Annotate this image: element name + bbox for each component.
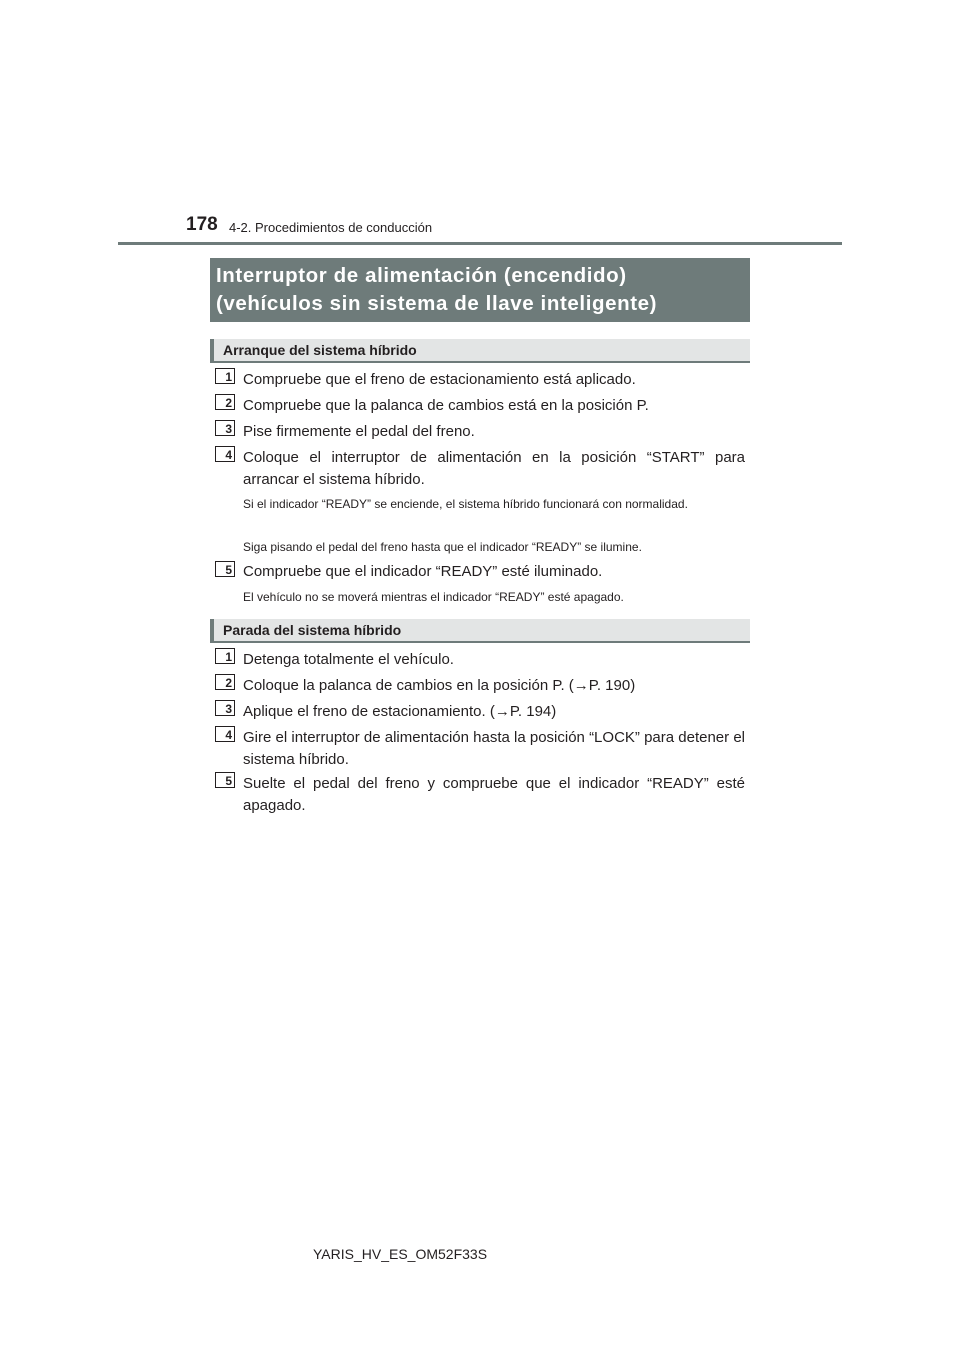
step-note: Si el indicador “READY” se enciende, el sistema híbrido funcionará con normalidad. [243, 497, 688, 511]
step-note: Siga pisando el pedal del freno hasta que el indicador “READY” se ilumine. [243, 540, 642, 554]
step-text: Pise firmemente el pedal del freno. [243, 423, 475, 440]
subheading-start-label: Arranque del sistema híbrido [223, 342, 417, 358]
chapter-title: 4-2. Procedimientos de conducción [229, 220, 433, 235]
footer-code: YARIS_HV_ES_OM52F33S [313, 1246, 488, 1262]
step-note: El vehículo no se moverá mientras el indicador “READY” esté apagado. [243, 590, 624, 604]
step-text: Compruebe que el freno de estacionamiento está aplicado. [243, 371, 636, 388]
step-badge: 4 [215, 726, 235, 742]
step-text: Compruebe que la palanca de cambios está en la posición P. [243, 397, 649, 414]
page-number: 178 [186, 214, 218, 235]
step-text: Aplique el freno de estacionamiento. (→P. 194) [243, 703, 557, 720]
step-text: Gire el interruptor de alimentación hasta la posición “LOCK” para detener el sistema híbrido. [243, 729, 745, 768]
step-text: Coloque el interruptor de alimentación en la posición “START” para arrancar el sistema híbrido. [243, 449, 745, 488]
section-banner [210, 258, 750, 322]
step-text: Detenga totalmente el vehículo. [243, 651, 454, 668]
section-title-line2: (vehículos sin sistema de llave inteligente) [216, 292, 658, 315]
step-badge: 1 [215, 368, 235, 384]
subheading-bar [210, 339, 214, 361]
step-badge: 3 [215, 420, 235, 436]
header-rule [118, 242, 842, 245]
step-text: Compruebe que el indicador “READY” esté iluminado. [243, 563, 603, 580]
step-text: Coloque la palanca de cambios en la posición P. (→P. 190) [243, 677, 636, 694]
subheading-start [210, 339, 750, 363]
step-badge: 3 [215, 700, 235, 716]
subheading-stop [210, 619, 750, 643]
step-badge: 5 [215, 561, 235, 577]
subheading-bar [210, 619, 214, 641]
step-text: Suelte el pedal del freno y compruebe que el indicador “READY” esté apagado. [243, 775, 745, 814]
step-badge: 5 [215, 772, 235, 788]
section-title-line1: Interruptor de alimentación (encendido) [216, 264, 627, 287]
step-badge: 2 [215, 394, 235, 410]
step-badge: 4 [215, 446, 235, 462]
subheading-stop-label: Parada del sistema híbrido [223, 622, 402, 638]
step-badge: 2 [215, 674, 235, 690]
step-badge: 1 [215, 648, 235, 664]
